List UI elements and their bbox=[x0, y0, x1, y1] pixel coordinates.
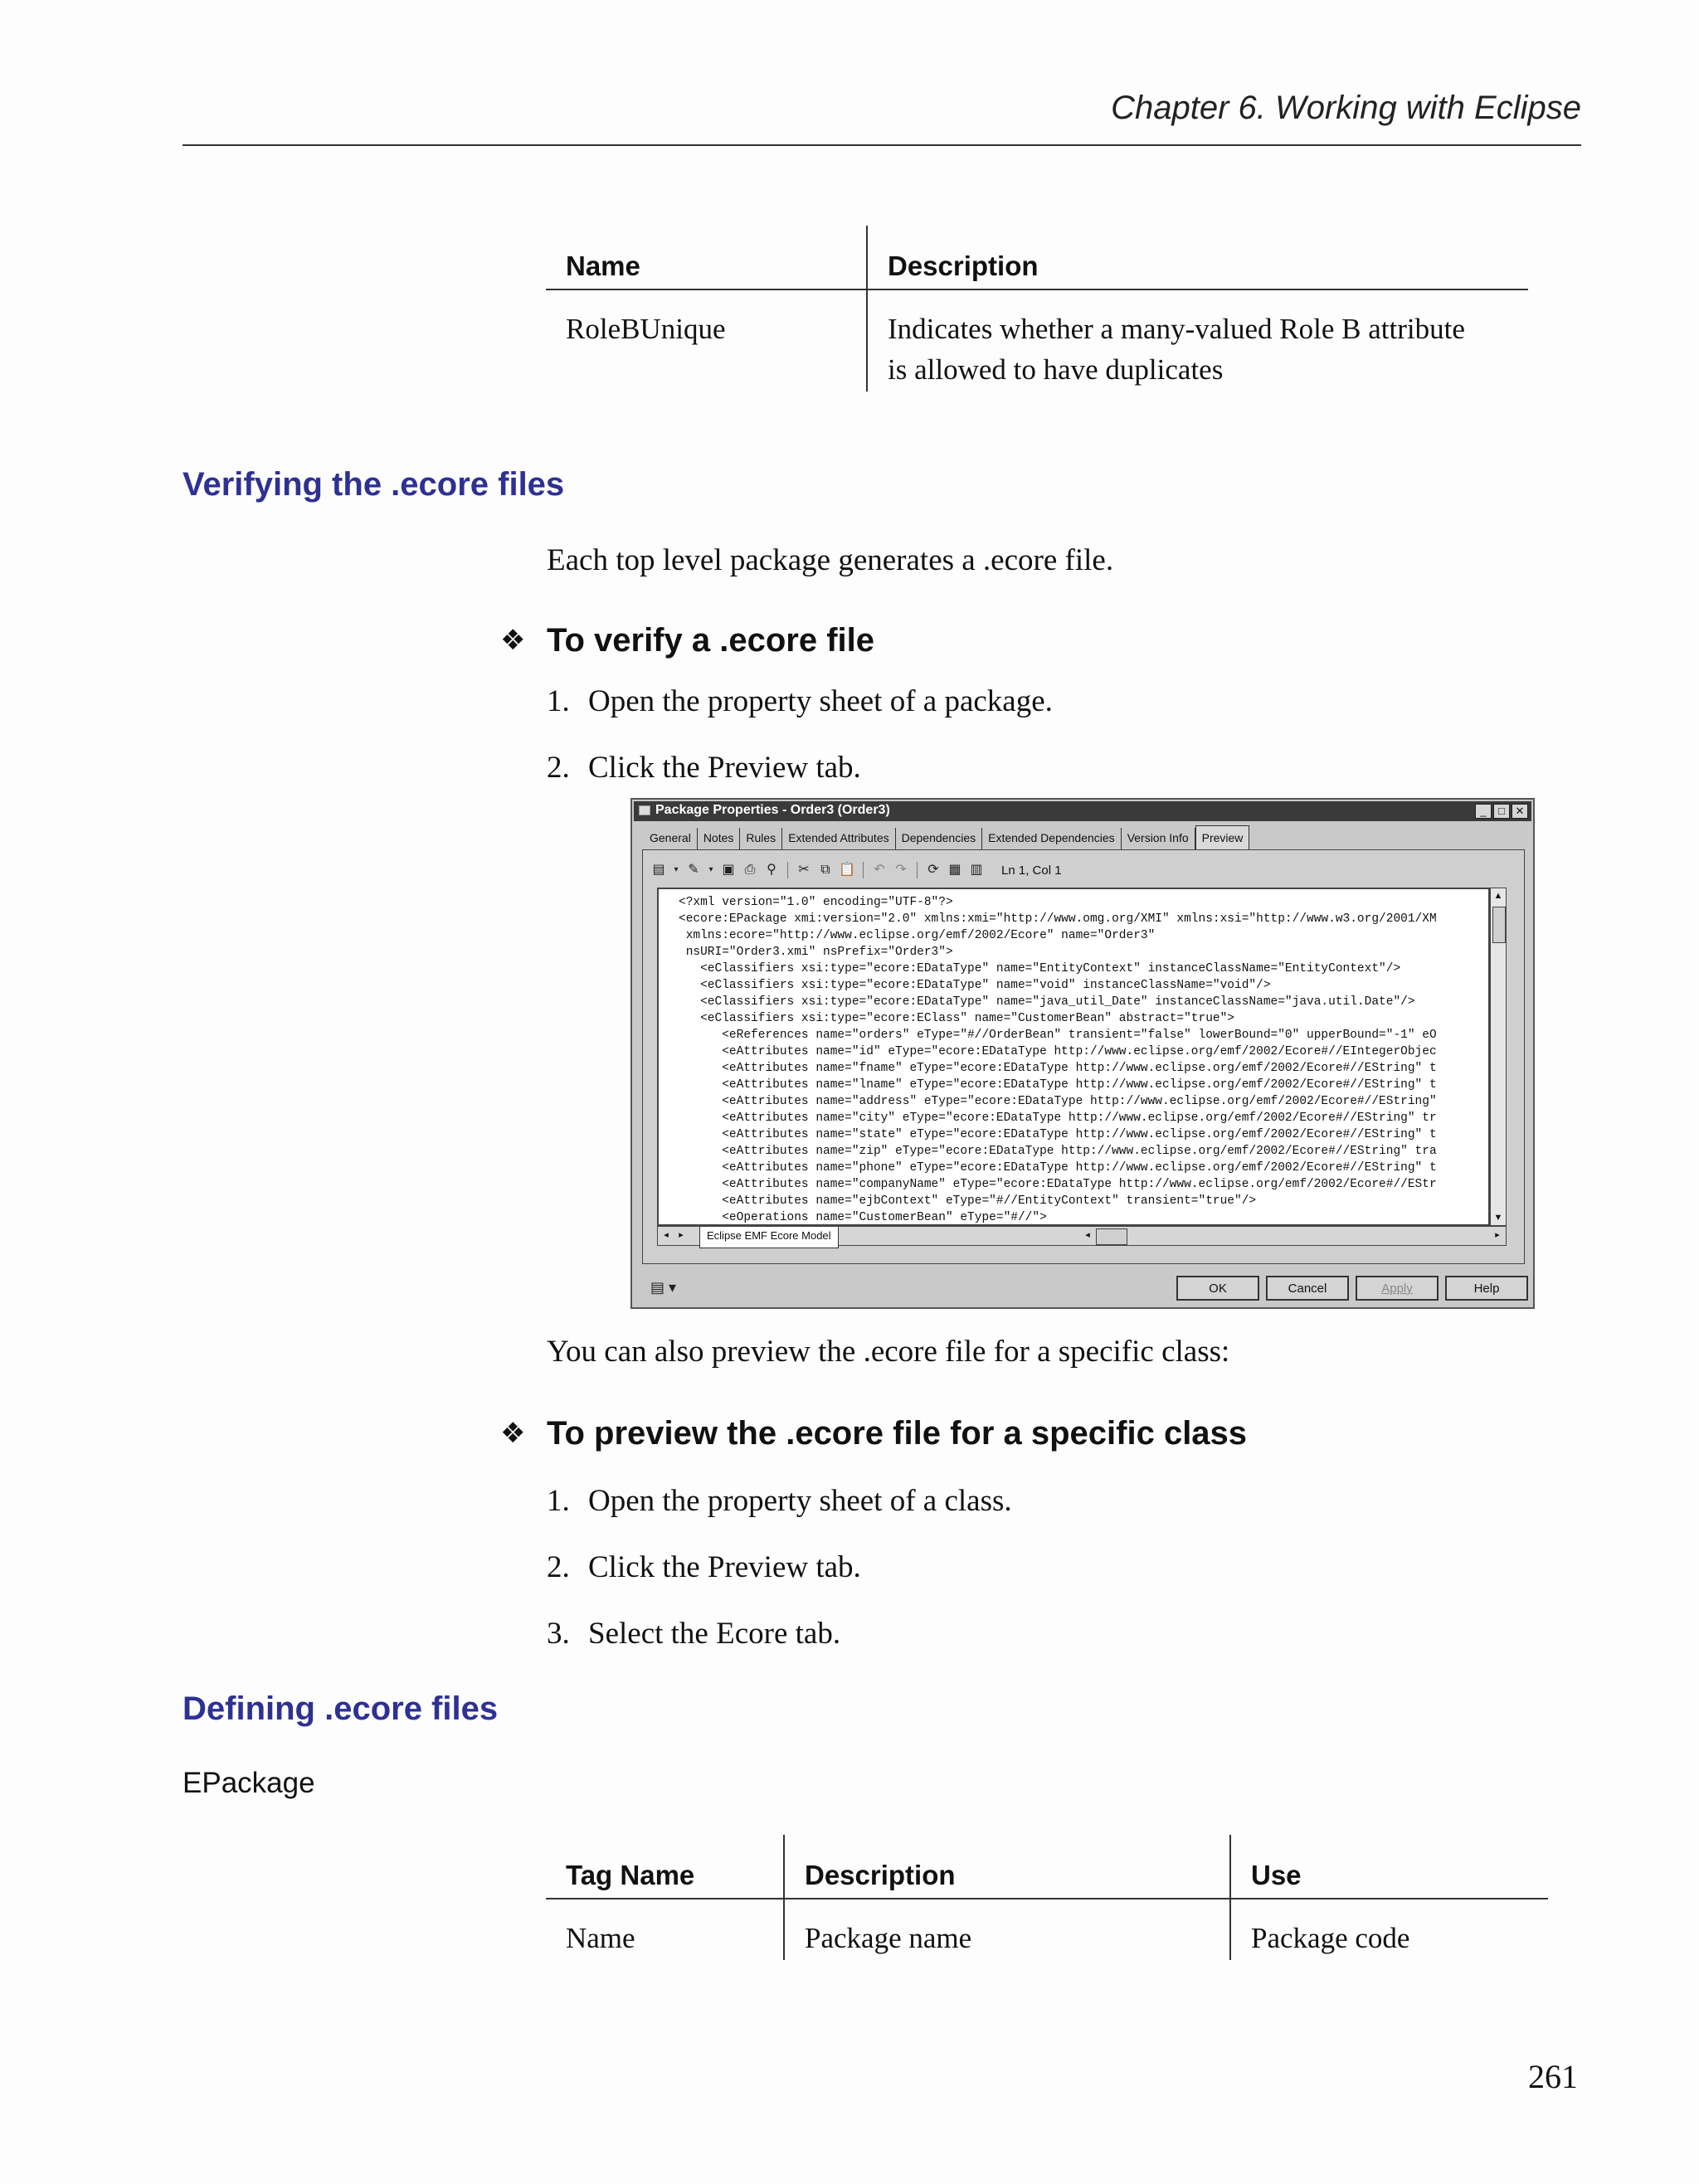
scroll-down-icon[interactable]: ▼ bbox=[1493, 1213, 1503, 1223]
code-line: <eAttributes name="companyName" eType="ecore:EDataType http://www.eclipse.org/emf/2002/Ecore#//EStr bbox=[679, 1178, 1437, 1191]
maximize-icon[interactable]: □ bbox=[1493, 804, 1510, 819]
procedure-title: To verify a .ecore file bbox=[547, 622, 874, 659]
tab-rules[interactable]: Rules bbox=[740, 828, 782, 849]
code-line: <eAttributes name="zip" eType="ecore:EDataType http://www.eclipse.org/emf/2002/Ecore#//EString" tra bbox=[679, 1145, 1437, 1158]
tab-version-info[interactable]: Version Info bbox=[1122, 828, 1195, 849]
menu-icon[interactable]: ▤ ▾ bbox=[650, 1279, 677, 1296]
help-button[interactable]: Help bbox=[1445, 1276, 1528, 1301]
intro-paragraph: Each top level package generates a .ecore file. bbox=[547, 543, 1114, 577]
step-text: Open the property sheet of a package. bbox=[588, 684, 1053, 718]
table-cell-tag-name: Name bbox=[566, 1922, 635, 1954]
step-text: Click the Preview tab. bbox=[588, 751, 861, 785]
window-icon bbox=[639, 805, 650, 815]
step-text: Select the Ecore tab. bbox=[588, 1617, 841, 1651]
document-menu-icon[interactable]: ▤ bbox=[652, 863, 665, 877]
code-line: <eAttributes name="fname" eType="ecore:EDataType http://www.eclipse.org/emf/2002/Ecore#//EString" t bbox=[679, 1062, 1437, 1075]
procedure-step bbox=[547, 1483, 1012, 1519]
diamond-bullet-icon: ❖ bbox=[500, 625, 526, 656]
page-header bbox=[183, 90, 1581, 146]
cut-icon[interactable]: ✂ bbox=[798, 863, 810, 877]
table-header-tag-name: Tag Name bbox=[546, 1835, 784, 1899]
subheading: EPackage bbox=[183, 1767, 315, 1799]
toolbar-separator bbox=[917, 862, 918, 878]
table-header-description: Description bbox=[867, 226, 1528, 289]
code-line: <ecore:EPackage xmi:version="2.0" xmlns:xmi="http://www.omg.org/XMI" xmlns:xsi="http://www.w3.org/2001/XM bbox=[679, 912, 1437, 926]
code-line: <eAttributes name="city" eType="ecore:EDataType http://www.eclipse.org/emf/2002/Ecore#//EString" tr bbox=[679, 1111, 1437, 1125]
table-row bbox=[546, 289, 1528, 392]
code-line: xmlns:ecore="http://www.eclipse.org/emf/2002/Ecore" name="Order3" bbox=[679, 929, 1156, 942]
code-lines bbox=[679, 894, 1475, 1226]
redo-icon[interactable]: ↷ bbox=[895, 863, 907, 877]
section-heading: Verifying the .ecore files bbox=[183, 466, 565, 503]
epackage-table bbox=[546, 1835, 1548, 1960]
procedure-heading bbox=[500, 1415, 1248, 1452]
table-header-use: Use bbox=[1230, 1835, 1548, 1899]
toolbar-separator bbox=[863, 862, 864, 878]
preview-code-editor[interactable] bbox=[657, 888, 1490, 1226]
minimize-icon[interactable]: _ bbox=[1475, 804, 1492, 819]
tab-preview[interactable]: Preview bbox=[1195, 825, 1250, 849]
description-line: Indicates whether a many-valued Role B attribute bbox=[888, 313, 1465, 345]
package-properties-window bbox=[630, 798, 1535, 1309]
tab-extended-dependencies[interactable]: Extended Dependencies bbox=[982, 828, 1122, 849]
code-line: <eAttributes name="lname" eType="ecore:EDataType http://www.eclipse.org/emf/2002/Ecore#//EString" t bbox=[679, 1078, 1437, 1092]
vertical-scrollbar[interactable] bbox=[1490, 888, 1507, 1226]
code-line: <eAttributes name="phone" eType="ecore:EDataType http://www.eclipse.org/emf/2002/Ecore#//EString" t bbox=[679, 1161, 1437, 1175]
edit-menu-icon[interactable]: ✎ bbox=[688, 863, 699, 877]
cancel-button[interactable]: Cancel bbox=[1266, 1276, 1349, 1301]
tab-scroll-left-icon[interactable]: ◂ bbox=[664, 1230, 669, 1240]
description-line: is allowed to have duplicates bbox=[888, 353, 1224, 386]
step-text: Click the Preview tab. bbox=[588, 1550, 861, 1584]
find-icon[interactable]: ⚲ bbox=[767, 863, 776, 877]
table-header-row bbox=[546, 226, 1528, 289]
undo-icon[interactable]: ↶ bbox=[874, 863, 885, 877]
code-line: <eClassifiers xsi:type="ecore:EDataType" name="java_util_Date" instanceClassName="java.util.Date"/> bbox=[679, 995, 1415, 1009]
code-line: <eClassifiers xsi:type="ecore:EClass" name="CustomerBean" abstract="true"> bbox=[679, 1012, 1235, 1025]
table-cell-description: Package name bbox=[784, 1899, 1230, 1960]
role-table bbox=[546, 226, 1528, 392]
hscroll-left-icon[interactable]: ◂ bbox=[1085, 1230, 1090, 1240]
properties-icon[interactable]: ▥ bbox=[970, 863, 983, 877]
page-number: 261 bbox=[1528, 2058, 1578, 2095]
hscroll-right-icon[interactable]: ▸ bbox=[1495, 1230, 1500, 1240]
code-line: <eClassifiers xsi:type="ecore:EDataType" name="EntityContext" instanceClassName="EntityContext"/> bbox=[679, 962, 1401, 975]
apply-button[interactable]: Apply bbox=[1356, 1276, 1439, 1301]
toolbar-separator bbox=[787, 862, 788, 878]
step-number: 1. bbox=[547, 684, 570, 718]
section-heading: Defining .ecore files bbox=[183, 1690, 499, 1727]
table-cell-use: Package code bbox=[1230, 1899, 1548, 1960]
scroll-up-icon[interactable]: ▲ bbox=[1493, 891, 1503, 901]
sheet-tab-bar bbox=[657, 1226, 1507, 1246]
table-header-row bbox=[546, 1835, 1548, 1899]
code-line: <eClassifiers xsi:type="ecore:EDataType" name="void" instanceClassName="void"/> bbox=[679, 979, 1271, 992]
code-line: <eAttributes name="ejbContext" eType="#//EntityContext" transient="true"/> bbox=[679, 1194, 1257, 1208]
scrollbar-thumb[interactable] bbox=[1492, 907, 1506, 943]
chapter-title: Chapter 6. Working with Eclipse bbox=[1111, 90, 1581, 126]
step-number: 1. bbox=[547, 1484, 570, 1518]
copy-icon[interactable]: ⧉ bbox=[820, 863, 830, 877]
table-cell-name: RoleBUnique bbox=[566, 313, 726, 345]
table-header-description: Description bbox=[784, 1835, 1230, 1899]
procedure-heading bbox=[500, 622, 874, 659]
code-line: <eOperations name="CustomerBean" eType="#//"> bbox=[679, 1211, 1047, 1224]
procedure-step bbox=[547, 683, 1053, 719]
tab-bar bbox=[644, 828, 1249, 849]
preview-toolbar bbox=[650, 859, 1062, 881]
diamond-bullet-icon: ❖ bbox=[500, 1418, 526, 1449]
procedure-step bbox=[547, 1549, 861, 1585]
table-header-name: Name bbox=[546, 226, 867, 289]
after-screenshot-paragraph: You can also preview the .ecore file for a specific class: bbox=[547, 1335, 1230, 1369]
code-line: <eAttributes name="id" eType="ecore:EDataType http://www.eclipse.org/emf/2002/Ecore#//EIntegerObjec bbox=[679, 1045, 1437, 1058]
paste-icon[interactable]: 📋 bbox=[839, 863, 855, 877]
step-text: Open the property sheet of a class. bbox=[588, 1484, 1012, 1518]
step-number: 2. bbox=[547, 1550, 570, 1584]
dropdown-arrow-icon[interactable]: ▾ bbox=[708, 865, 713, 874]
dropdown-arrow-icon[interactable]: ▾ bbox=[674, 865, 679, 874]
code-line: <?xml version="1.0" encoding="UTF-8"?> bbox=[679, 896, 953, 909]
window-title: Package Properties - Order3 (Order3) bbox=[655, 803, 890, 817]
procedure-title: To preview the .ecore file for a specific class bbox=[547, 1415, 1248, 1452]
table-icon[interactable]: ▦ bbox=[948, 863, 961, 877]
sheet-tab-ecore-model[interactable]: Eclipse EMF Ecore Model bbox=[699, 1227, 839, 1248]
code-line: <eAttributes name="state" eType="ecore:EDataType http://www.eclipse.org/emf/2002/Ecore#//EString" t bbox=[679, 1128, 1437, 1141]
save-icon[interactable]: ▣ bbox=[722, 863, 735, 877]
hscroll-thumb[interactable] bbox=[1096, 1228, 1127, 1245]
tab-notes[interactable]: Notes bbox=[698, 828, 741, 849]
tab-scroll-right-icon[interactable]: ▸ bbox=[679, 1230, 684, 1240]
step-number: 2. bbox=[547, 751, 570, 785]
code-line: <eAttributes name="address" eType="ecore:EDataType http://www.eclipse.org/emf/2002/Ecore#//EString" bbox=[679, 1095, 1437, 1108]
refresh-icon[interactable]: ⟳ bbox=[927, 863, 939, 877]
code-line: nsURI="Order3.xmi" nsPrefix="Order3"> bbox=[679, 946, 953, 959]
tab-extended-attributes[interactable]: Extended Attributes bbox=[782, 828, 895, 849]
print-icon[interactable]: ⎙ bbox=[744, 863, 756, 877]
ok-button[interactable]: OK bbox=[1176, 1276, 1259, 1301]
window-titlebar[interactable] bbox=[634, 801, 1531, 821]
step-number: 3. bbox=[547, 1617, 570, 1651]
tab-general[interactable]: General bbox=[644, 828, 698, 849]
tab-dependencies[interactable]: Dependencies bbox=[896, 828, 983, 849]
table-row bbox=[546, 1899, 1548, 1960]
procedure-step bbox=[547, 750, 861, 786]
code-line: <eReferences name="orders" eType="#//OrderBean" transient="false" lowerBound="0" upperBound="-1" eO bbox=[679, 1029, 1437, 1042]
close-icon[interactable]: ✕ bbox=[1512, 804, 1528, 819]
table-cell-description bbox=[867, 289, 1528, 392]
procedure-step bbox=[547, 1616, 840, 1651]
cursor-position: Ln 1, Col 1 bbox=[1001, 863, 1062, 878]
